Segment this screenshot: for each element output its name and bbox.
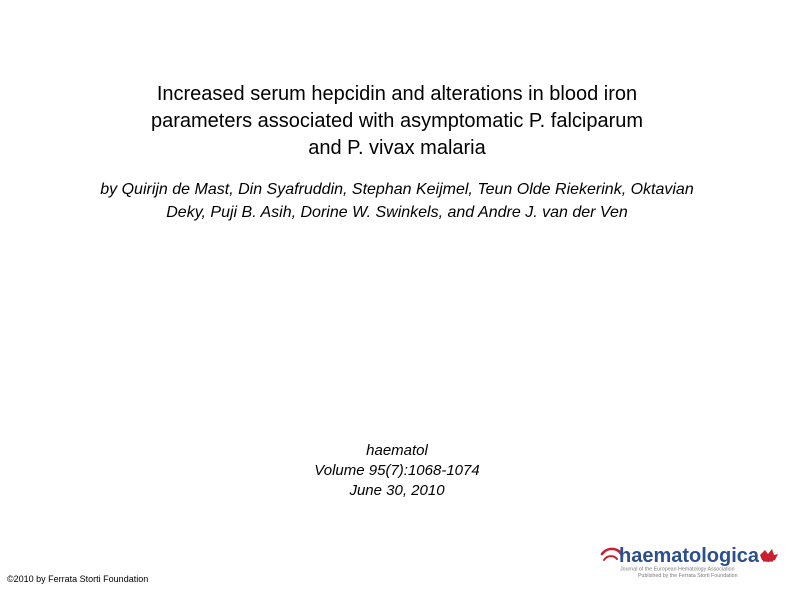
logo-tagline-2: Published by the Ferrata Storti Foundation bbox=[638, 573, 738, 579]
logo-crest-icon bbox=[760, 549, 778, 562]
citation-volume: Volume 95(7):1068-1074 bbox=[314, 462, 480, 479]
author-line-2: Deky, Puji B. Asih, Dorine W. Swinkels, and Andre J. van der Ven bbox=[166, 204, 628, 221]
logo-wordmark: haematologica bbox=[619, 545, 760, 567]
logo-tagline-1: Journal of the European Hematology Association bbox=[620, 566, 735, 573]
copyright-notice: ©2010 by Ferrata Storti Foundation bbox=[7, 574, 149, 584]
title-line-2: parameters associated with asymptomatic P. falciparum bbox=[150, 110, 644, 133]
author-line-1: by Quirijn de Mast, Din Syafruddin, Stephan Keijmel, Teun Olde Riekerink, Oktavian bbox=[100, 181, 694, 198]
title-line-3: and P. vivax malaria bbox=[308, 137, 486, 160]
citation-date: June 30, 2010 bbox=[349, 482, 445, 499]
author-list bbox=[30, 178, 764, 224]
slide-title bbox=[40, 81, 754, 162]
citation-block bbox=[200, 441, 594, 501]
citation-journal: haematol bbox=[366, 442, 428, 459]
title-line-1: Increased serum hepcidin and alterations in blood iron bbox=[156, 83, 638, 106]
haematologica-logo bbox=[598, 541, 780, 581]
